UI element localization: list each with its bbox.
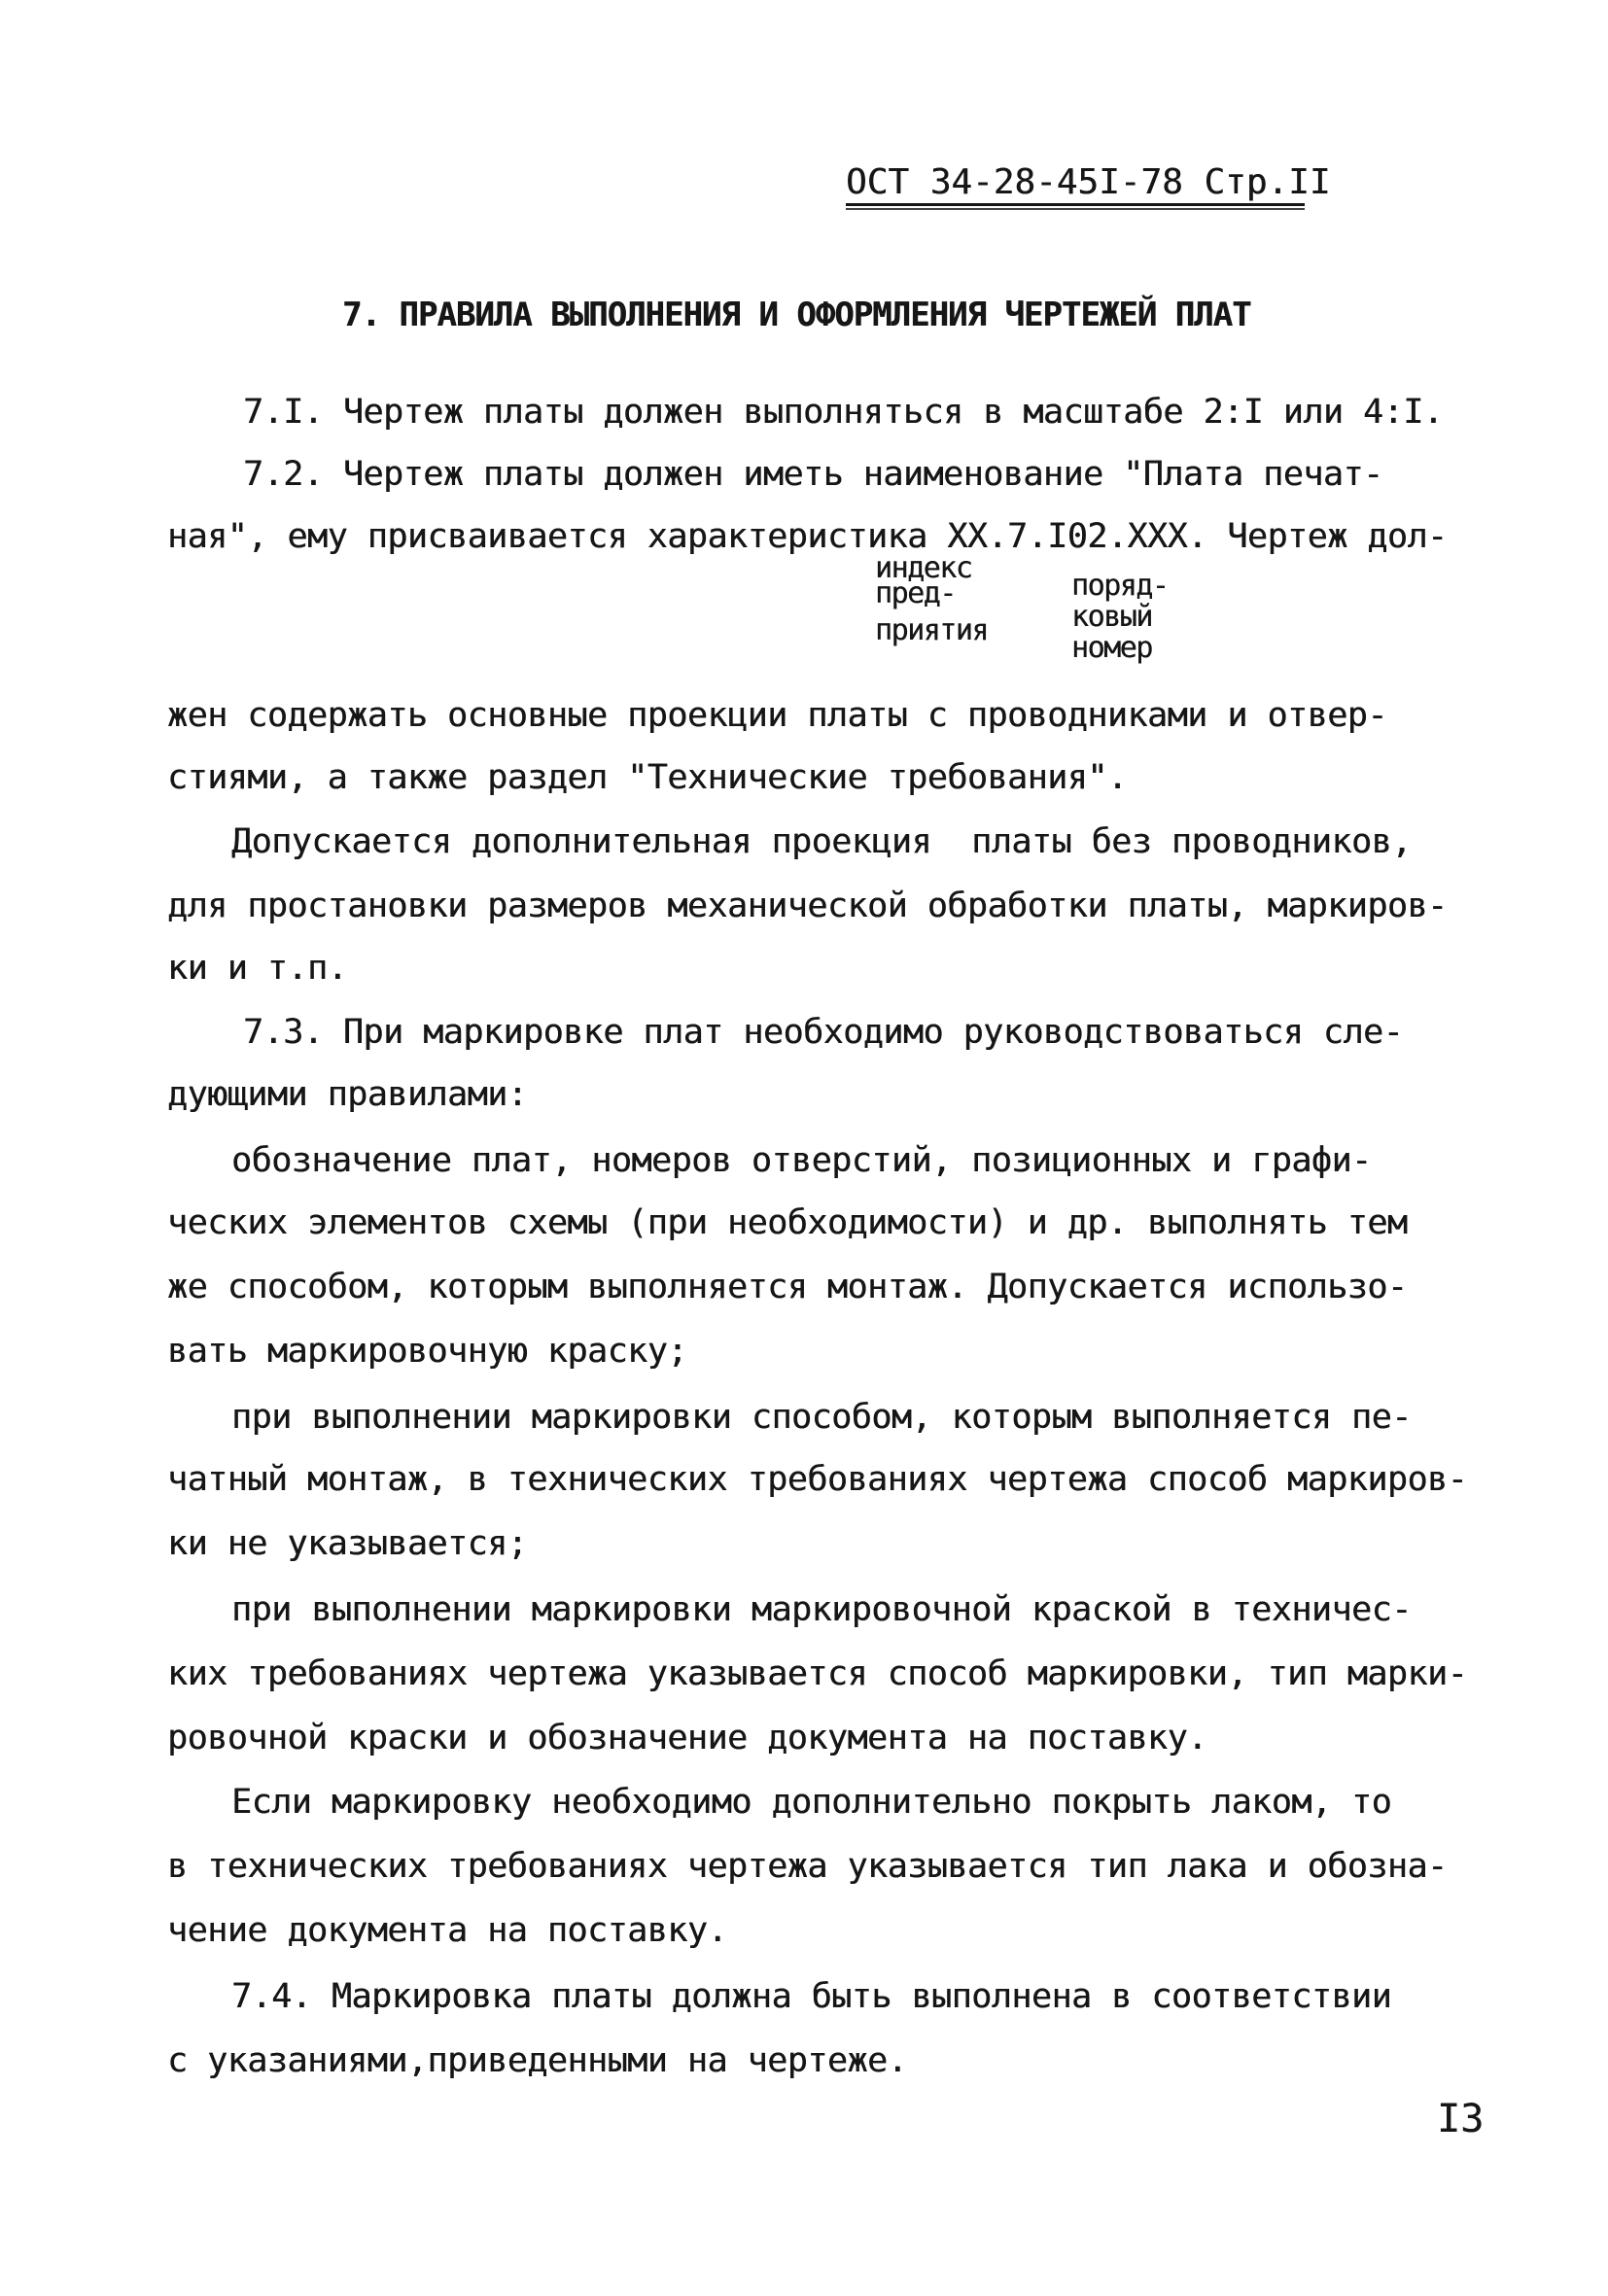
text-line: чатный монтаж, в технических требованиях чертежа способ маркиров- [167,1460,1468,1499]
text-line: 7.4. Маркировка платы должна быть выполнена в соответствии [231,1977,1392,2016]
text-line: с указаниями,приведенными на чертеже. [167,2041,908,2080]
text-line: Допускается дополнительная проекция платы без проводников, [231,822,1412,861]
text-line: ки не указывается; [167,1524,528,1563]
text-line: ная", ему присваивается характеристика XX.7.I02.XXX. Чертеж дол- [167,517,1448,556]
page-number: I3 [1437,2097,1485,2141]
text-line: дующими правилами: [167,1075,528,1114]
text-line: 7.2. Чертеж платы должен иметь наименование "Плата печат- [243,455,1383,494]
header-underline [846,203,1305,206]
enterprise-index-label-3: приятия [875,613,988,647]
serial-number-label-1: поряд- [1071,569,1169,603]
text-line: при выполнении маркировки маркировочной краской в техничес- [231,1590,1412,1629]
enterprise-index-label-2: пред- [875,576,956,610]
text-line: вать маркировочную краску; [167,1332,687,1371]
text-line: ких требованиях чертежа указывается способ маркировки, тип марки- [167,1654,1468,1693]
text-line: обозначение плат, номеров отверстий, позиционных и графи- [231,1141,1372,1180]
text-line: для простановки размеров механической обработки платы, маркиров- [167,887,1448,925]
text-line: 7.3. При маркировке плат необходимо руководствоваться сле- [243,1013,1404,1052]
serial-number-label-2: ковый [1071,600,1152,634]
section-title: 7. ПРАВИЛА ВЫПОЛНЕНИЯ И ОФОРМЛЕНИЯ ЧЕРТЕЖЕЙ ПЛАТ [342,296,1251,334]
serial-number-label-3: номер [1071,631,1152,665]
text-line: ки и т.п. [167,949,348,988]
text-line: стиями, а также раздел "Технические требования". [167,758,1128,797]
text-line: ровочной краски и обозначение документа на поставку. [167,1719,1207,1757]
enterprise-index-label-1: индекс [875,551,972,585]
text-line: ческих элементов схемы (при необходимости) и др. выполнять тем [167,1203,1408,1242]
standard-designation: ОСТ 34-28-45I-78 Стр.II [846,162,1331,202]
text-line: чение документа на поставку. [167,1911,728,1950]
text-line: жен содержать основные проекции платы с проводниками и отвер- [167,696,1387,735]
text-line: при выполнении маркировки способом, которым выполняется пе- [231,1398,1412,1437]
text-line: 7.I. Чертеж платы должен выполняться в масштабе 2:I или 4:I. [243,393,1444,432]
text-line: в технических требованиях чертежа указывается тип лака и обозна- [167,1847,1448,1886]
header-underline-second [846,208,1305,210]
text-line: Если маркировку необходимо дополнительно покрыть лаком, то [231,1783,1392,1822]
text-line: же способом, которым выполняется монтаж. Допускается использо- [167,1268,1408,1306]
